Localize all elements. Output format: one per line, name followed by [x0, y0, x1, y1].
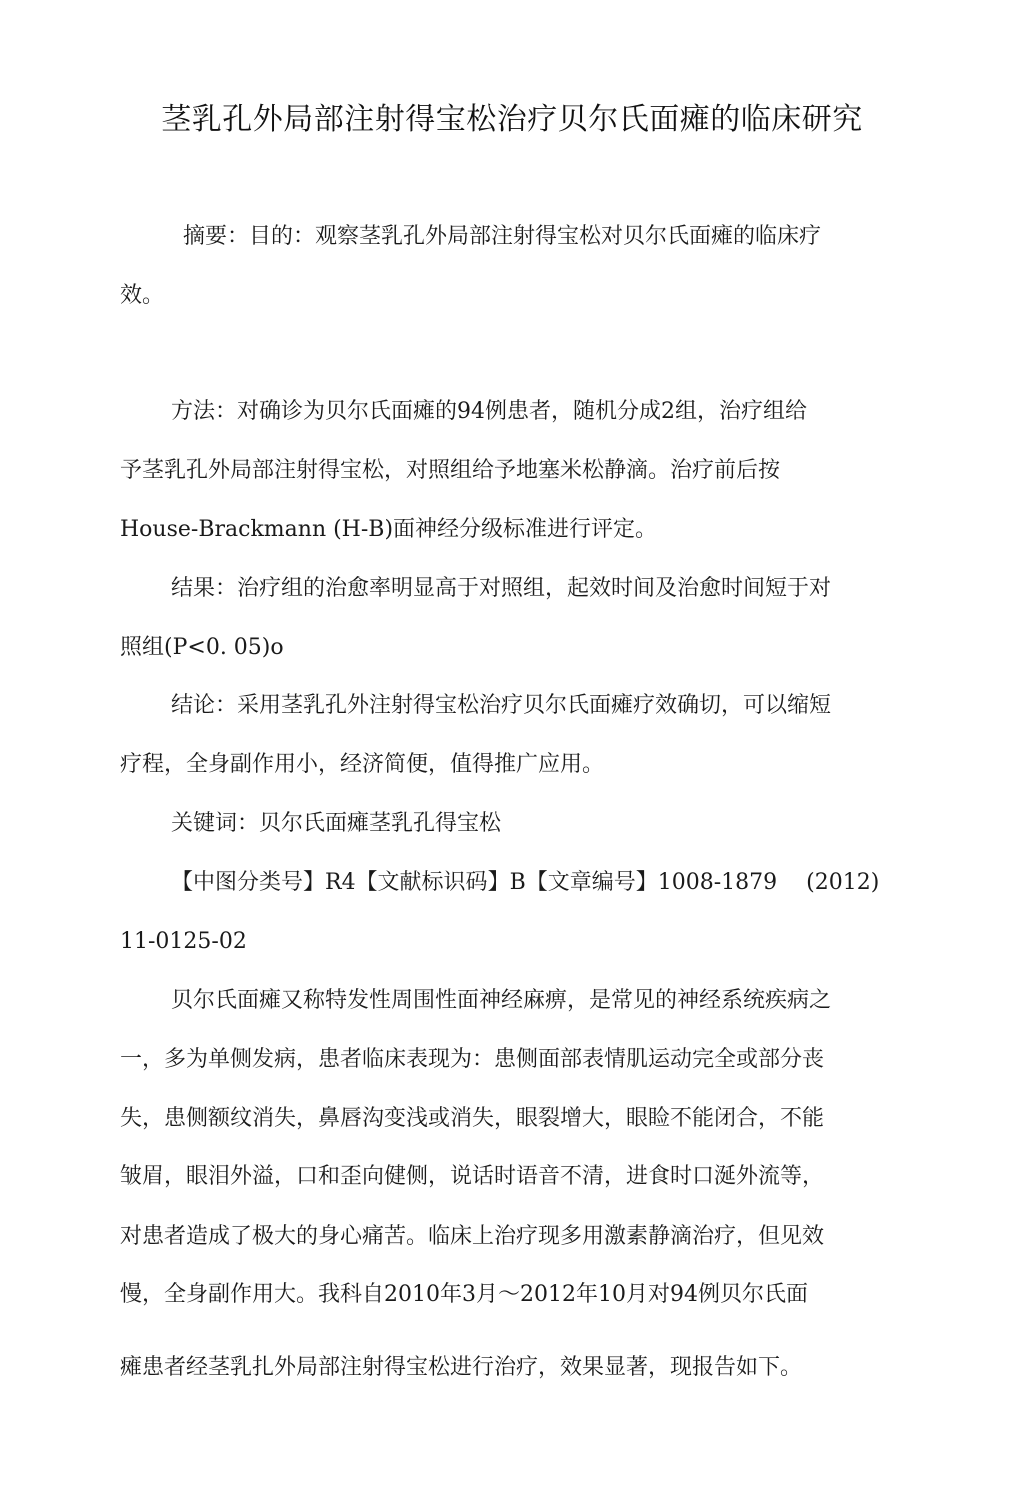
classification-line-1: 【中图分类号】R4【文献标识码】B【文章编号】1008-1879 (2012)	[171, 870, 880, 895]
body-paragraph-line-6: 慢，全身副作用大。我科自2010年3月～2012年10月对94例贝尔氏面	[120, 1282, 808, 1307]
conclusion-line-1: 结论：采用茎乳孔外注射得宝松治疗贝尔氏面瘫疗效确切，可以缩短	[171, 693, 832, 718]
abstract-objective-line-1: 摘要：目的：观察茎乳孔外局部注射得宝松对贝尔氏面瘫的临床疗	[183, 224, 822, 249]
body-paragraph-line-2: 一，多为单侧发病，患者临床表现为：患侧面部表情肌运动完全或部分丧	[120, 1047, 825, 1072]
conclusion-line-2: 疗程，全身副作用小，经济简便，值得推广应用。	[120, 752, 605, 777]
document-title: 茎乳孔外局部注射得宝松治疗贝尔氏面瘫的临床研究	[161, 102, 863, 137]
results-line-2: 照组(P<0. 05)o	[120, 635, 284, 660]
methods-line-3: House-Brackmann (H-B)面神经分级标准进行评定。	[120, 517, 658, 542]
body-paragraph-line-7: 瘫患者经茎乳扎外局部注射得宝松进行治疗，效果显著，现报告如下。	[120, 1355, 803, 1380]
body-paragraph-line-5: 对患者造成了极大的身心痛苦。临床上治疗现多用激素静滴治疗，但见效	[120, 1224, 825, 1249]
body-paragraph-line-3: 失，患侧额纹消失，鼻唇沟变浅或消失，眼裂增大，眼睑不能闭合，不能	[120, 1106, 825, 1131]
body-paragraph-line-1: 贝尔氏面瘫又称特发性周围性面神经麻痹，是常见的神经系统疾病之	[171, 988, 832, 1013]
keywords-line: 关键词：贝尔氏面瘫茎乳孔得宝松	[171, 811, 502, 836]
abstract-objective-line-2: 效。	[120, 283, 165, 308]
methods-line-1: 方法：对确诊为贝尔氏面瘫的94例患者，随机分成2组，治疗组给	[171, 399, 807, 424]
body-paragraph-line-4: 皱眉，眼泪外溢，口和歪向健侧，说话时语音不清，进食时口涎外流等，	[120, 1164, 825, 1189]
results-line-1: 结果：治疗组的治愈率明显高于对照组，起效时间及治愈时间短于对	[171, 576, 832, 601]
classification-line-2: 11-0125-02	[120, 929, 247, 954]
methods-line-2: 予茎乳孔外局部注射得宝松，对照组给予地塞米松静滴。治疗前后按	[120, 458, 781, 483]
